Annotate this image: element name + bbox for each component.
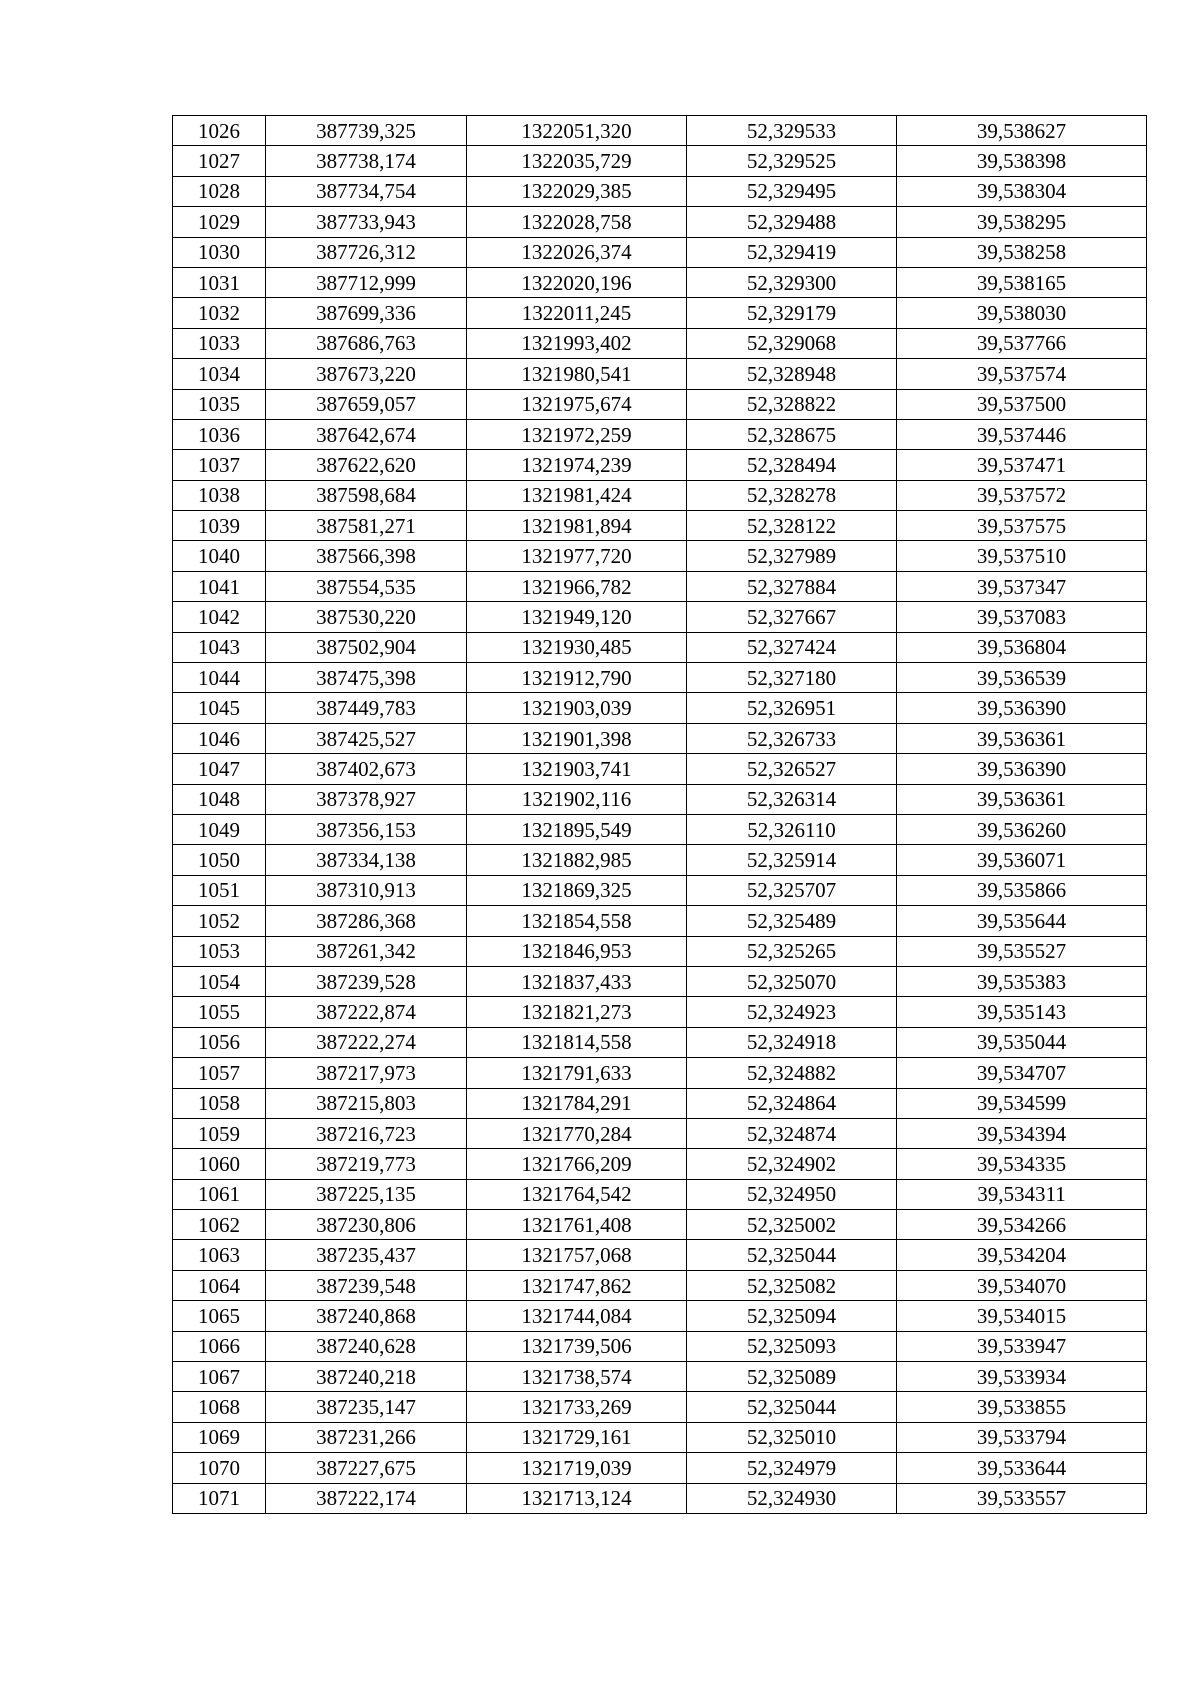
table-row bbox=[173, 389, 1147, 419]
point-number-cell: 1058 bbox=[173, 1088, 266, 1118]
x-coordinate-cell: 387530,220 bbox=[266, 602, 467, 632]
latitude-cell: 52,329068 bbox=[687, 328, 897, 358]
y-coordinate-cell: 1321821,273 bbox=[467, 997, 687, 1027]
y-coordinate-cell: 1321975,674 bbox=[467, 389, 687, 419]
longitude-cell: 39,533934 bbox=[897, 1362, 1147, 1392]
table-row bbox=[173, 267, 1147, 297]
longitude-cell: 39,536260 bbox=[897, 814, 1147, 844]
point-number-cell: 1042 bbox=[173, 602, 266, 632]
longitude-cell: 39,536390 bbox=[897, 693, 1147, 723]
point-number-cell: 1033 bbox=[173, 328, 266, 358]
y-coordinate-cell: 1321764,542 bbox=[467, 1179, 687, 1209]
table-row bbox=[173, 1483, 1147, 1513]
latitude-cell: 52,326527 bbox=[687, 754, 897, 784]
x-coordinate-cell: 387240,628 bbox=[266, 1331, 467, 1361]
table-row bbox=[173, 116, 1147, 146]
latitude-cell: 52,329179 bbox=[687, 298, 897, 328]
coordinates-table bbox=[172, 115, 1147, 1514]
x-coordinate-cell: 387686,763 bbox=[266, 328, 467, 358]
table-row bbox=[173, 1422, 1147, 1452]
latitude-cell: 52,325094 bbox=[687, 1301, 897, 1331]
point-number-cell: 1046 bbox=[173, 723, 266, 753]
table-row bbox=[173, 419, 1147, 449]
point-number-cell: 1066 bbox=[173, 1331, 266, 1361]
x-coordinate-cell: 387222,174 bbox=[266, 1483, 467, 1513]
table-row bbox=[173, 1331, 1147, 1361]
x-coordinate-cell: 387231,266 bbox=[266, 1422, 467, 1452]
point-number-cell: 1055 bbox=[173, 997, 266, 1027]
longitude-cell: 39,533794 bbox=[897, 1422, 1147, 1452]
point-number-cell: 1060 bbox=[173, 1149, 266, 1179]
table-row bbox=[173, 207, 1147, 237]
latitude-cell: 52,325089 bbox=[687, 1362, 897, 1392]
x-coordinate-cell: 387622,620 bbox=[266, 450, 467, 480]
y-coordinate-cell: 1321719,039 bbox=[467, 1453, 687, 1483]
point-number-cell: 1057 bbox=[173, 1058, 266, 1088]
table-row bbox=[173, 237, 1147, 267]
point-number-cell: 1059 bbox=[173, 1118, 266, 1148]
y-coordinate-cell: 1322026,374 bbox=[467, 237, 687, 267]
y-coordinate-cell: 1321980,541 bbox=[467, 359, 687, 389]
y-coordinate-cell: 1321761,408 bbox=[467, 1210, 687, 1240]
longitude-cell: 39,534266 bbox=[897, 1210, 1147, 1240]
table-row bbox=[173, 997, 1147, 1027]
table-row bbox=[173, 1240, 1147, 1270]
table-row bbox=[173, 693, 1147, 723]
point-number-cell: 1061 bbox=[173, 1179, 266, 1209]
x-coordinate-cell: 387261,342 bbox=[266, 936, 467, 966]
latitude-cell: 52,325489 bbox=[687, 906, 897, 936]
latitude-cell: 52,325707 bbox=[687, 875, 897, 905]
y-coordinate-cell: 1321912,790 bbox=[467, 663, 687, 693]
table-row bbox=[173, 1392, 1147, 1422]
y-coordinate-cell: 1321966,782 bbox=[467, 571, 687, 601]
table-row bbox=[173, 966, 1147, 996]
latitude-cell: 52,324874 bbox=[687, 1118, 897, 1148]
point-number-cell: 1036 bbox=[173, 419, 266, 449]
x-coordinate-cell: 387554,535 bbox=[266, 571, 467, 601]
point-number-cell: 1062 bbox=[173, 1210, 266, 1240]
y-coordinate-cell: 1321791,633 bbox=[467, 1058, 687, 1088]
x-coordinate-cell: 387734,754 bbox=[266, 176, 467, 206]
latitude-cell: 52,324950 bbox=[687, 1179, 897, 1209]
y-coordinate-cell: 1321713,124 bbox=[467, 1483, 687, 1513]
table-row bbox=[173, 511, 1147, 541]
x-coordinate-cell: 387726,312 bbox=[266, 237, 467, 267]
point-number-cell: 1067 bbox=[173, 1362, 266, 1392]
point-number-cell: 1029 bbox=[173, 207, 266, 237]
y-coordinate-cell: 1321972,259 bbox=[467, 419, 687, 449]
table-row bbox=[173, 176, 1147, 206]
longitude-cell: 39,537347 bbox=[897, 571, 1147, 601]
y-coordinate-cell: 1321747,862 bbox=[467, 1270, 687, 1300]
point-number-cell: 1044 bbox=[173, 663, 266, 693]
x-coordinate-cell: 387227,675 bbox=[266, 1453, 467, 1483]
latitude-cell: 52,326110 bbox=[687, 814, 897, 844]
x-coordinate-cell: 387219,773 bbox=[266, 1149, 467, 1179]
point-number-cell: 1056 bbox=[173, 1027, 266, 1057]
latitude-cell: 52,324864 bbox=[687, 1088, 897, 1118]
point-number-cell: 1037 bbox=[173, 450, 266, 480]
longitude-cell: 39,537083 bbox=[897, 602, 1147, 632]
latitude-cell: 52,324923 bbox=[687, 997, 897, 1027]
longitude-cell: 39,538030 bbox=[897, 298, 1147, 328]
point-number-cell: 1038 bbox=[173, 480, 266, 510]
point-number-cell: 1054 bbox=[173, 966, 266, 996]
longitude-cell: 39,534335 bbox=[897, 1149, 1147, 1179]
point-number-cell: 1053 bbox=[173, 936, 266, 966]
table-row bbox=[173, 298, 1147, 328]
latitude-cell: 52,324882 bbox=[687, 1058, 897, 1088]
x-coordinate-cell: 387310,913 bbox=[266, 875, 467, 905]
table-row bbox=[173, 814, 1147, 844]
y-coordinate-cell: 1322035,729 bbox=[467, 146, 687, 176]
y-coordinate-cell: 1321738,574 bbox=[467, 1362, 687, 1392]
latitude-cell: 52,325044 bbox=[687, 1392, 897, 1422]
longitude-cell: 39,538398 bbox=[897, 146, 1147, 176]
longitude-cell: 39,533855 bbox=[897, 1392, 1147, 1422]
latitude-cell: 52,328494 bbox=[687, 450, 897, 480]
table-row bbox=[173, 1118, 1147, 1148]
y-coordinate-cell: 1322051,320 bbox=[467, 116, 687, 146]
y-coordinate-cell: 1322029,385 bbox=[467, 176, 687, 206]
longitude-cell: 39,533947 bbox=[897, 1331, 1147, 1361]
latitude-cell: 52,329525 bbox=[687, 146, 897, 176]
x-coordinate-cell: 387598,684 bbox=[266, 480, 467, 510]
y-coordinate-cell: 1322011,245 bbox=[467, 298, 687, 328]
point-number-cell: 1034 bbox=[173, 359, 266, 389]
x-coordinate-cell: 387222,874 bbox=[266, 997, 467, 1027]
y-coordinate-cell: 1322028,758 bbox=[467, 207, 687, 237]
latitude-cell: 52,328122 bbox=[687, 511, 897, 541]
y-coordinate-cell: 1321757,068 bbox=[467, 1240, 687, 1270]
table-row bbox=[173, 359, 1147, 389]
point-number-cell: 1031 bbox=[173, 267, 266, 297]
y-coordinate-cell: 1321903,741 bbox=[467, 754, 687, 784]
x-coordinate-cell: 387225,135 bbox=[266, 1179, 467, 1209]
x-coordinate-cell: 387673,220 bbox=[266, 359, 467, 389]
latitude-cell: 52,324902 bbox=[687, 1149, 897, 1179]
table-row bbox=[173, 1058, 1147, 1088]
y-coordinate-cell: 1321930,485 bbox=[467, 632, 687, 662]
x-coordinate-cell: 387738,174 bbox=[266, 146, 467, 176]
x-coordinate-cell: 387240,218 bbox=[266, 1362, 467, 1392]
longitude-cell: 39,534015 bbox=[897, 1301, 1147, 1331]
x-coordinate-cell: 387239,528 bbox=[266, 966, 467, 996]
point-number-cell: 1068 bbox=[173, 1392, 266, 1422]
y-coordinate-cell: 1321977,720 bbox=[467, 541, 687, 571]
table-row bbox=[173, 1027, 1147, 1057]
table-row bbox=[173, 845, 1147, 875]
latitude-cell: 52,328948 bbox=[687, 359, 897, 389]
longitude-cell: 39,538304 bbox=[897, 176, 1147, 206]
latitude-cell: 52,329300 bbox=[687, 267, 897, 297]
point-number-cell: 1027 bbox=[173, 146, 266, 176]
point-number-cell: 1045 bbox=[173, 693, 266, 723]
x-coordinate-cell: 387739,325 bbox=[266, 116, 467, 146]
table-row bbox=[173, 906, 1147, 936]
y-coordinate-cell: 1321854,558 bbox=[467, 906, 687, 936]
latitude-cell: 52,327180 bbox=[687, 663, 897, 693]
point-number-cell: 1049 bbox=[173, 814, 266, 844]
y-coordinate-cell: 1321869,325 bbox=[467, 875, 687, 905]
point-number-cell: 1039 bbox=[173, 511, 266, 541]
y-coordinate-cell: 1322020,196 bbox=[467, 267, 687, 297]
longitude-cell: 39,538295 bbox=[897, 207, 1147, 237]
x-coordinate-cell: 387216,723 bbox=[266, 1118, 467, 1148]
y-coordinate-cell: 1321981,894 bbox=[467, 511, 687, 541]
longitude-cell: 39,538165 bbox=[897, 267, 1147, 297]
y-coordinate-cell: 1321981,424 bbox=[467, 480, 687, 510]
latitude-cell: 52,326314 bbox=[687, 784, 897, 814]
x-coordinate-cell: 387235,437 bbox=[266, 1240, 467, 1270]
longitude-cell: 39,536390 bbox=[897, 754, 1147, 784]
x-coordinate-cell: 387566,398 bbox=[266, 541, 467, 571]
longitude-cell: 39,535644 bbox=[897, 906, 1147, 936]
latitude-cell: 52,328278 bbox=[687, 480, 897, 510]
x-coordinate-cell: 387733,943 bbox=[266, 207, 467, 237]
y-coordinate-cell: 1321902,116 bbox=[467, 784, 687, 814]
latitude-cell: 52,325010 bbox=[687, 1422, 897, 1452]
longitude-cell: 39,538258 bbox=[897, 237, 1147, 267]
y-coordinate-cell: 1321814,558 bbox=[467, 1027, 687, 1057]
longitude-cell: 39,535527 bbox=[897, 936, 1147, 966]
latitude-cell: 52,327424 bbox=[687, 632, 897, 662]
x-coordinate-cell: 387240,868 bbox=[266, 1301, 467, 1331]
longitude-cell: 39,537575 bbox=[897, 511, 1147, 541]
x-coordinate-cell: 387699,336 bbox=[266, 298, 467, 328]
latitude-cell: 52,325093 bbox=[687, 1331, 897, 1361]
longitude-cell: 39,535383 bbox=[897, 966, 1147, 996]
coordinates-table-body bbox=[173, 116, 1147, 1514]
latitude-cell: 52,328822 bbox=[687, 389, 897, 419]
table-row bbox=[173, 1179, 1147, 1209]
y-coordinate-cell: 1321846,953 bbox=[467, 936, 687, 966]
y-coordinate-cell: 1321744,084 bbox=[467, 1301, 687, 1331]
x-coordinate-cell: 387425,527 bbox=[266, 723, 467, 753]
point-number-cell: 1070 bbox=[173, 1453, 266, 1483]
longitude-cell: 39,534394 bbox=[897, 1118, 1147, 1148]
table-row bbox=[173, 1301, 1147, 1331]
x-coordinate-cell: 387286,368 bbox=[266, 906, 467, 936]
longitude-cell: 39,534707 bbox=[897, 1058, 1147, 1088]
x-coordinate-cell: 387581,271 bbox=[266, 511, 467, 541]
point-number-cell: 1030 bbox=[173, 237, 266, 267]
latitude-cell: 52,327884 bbox=[687, 571, 897, 601]
longitude-cell: 39,537510 bbox=[897, 541, 1147, 571]
point-number-cell: 1035 bbox=[173, 389, 266, 419]
y-coordinate-cell: 1321733,269 bbox=[467, 1392, 687, 1422]
point-number-cell: 1069 bbox=[173, 1422, 266, 1452]
latitude-cell: 52,325082 bbox=[687, 1270, 897, 1300]
point-number-cell: 1052 bbox=[173, 906, 266, 936]
latitude-cell: 52,325002 bbox=[687, 1210, 897, 1240]
point-number-cell: 1064 bbox=[173, 1270, 266, 1300]
table-row bbox=[173, 328, 1147, 358]
latitude-cell: 52,327989 bbox=[687, 541, 897, 571]
latitude-cell: 52,329419 bbox=[687, 237, 897, 267]
point-number-cell: 1028 bbox=[173, 176, 266, 206]
longitude-cell: 39,537471 bbox=[897, 450, 1147, 480]
longitude-cell: 39,536539 bbox=[897, 663, 1147, 693]
latitude-cell: 52,325070 bbox=[687, 966, 897, 996]
table-row bbox=[173, 480, 1147, 510]
table-row bbox=[173, 541, 1147, 571]
x-coordinate-cell: 387217,973 bbox=[266, 1058, 467, 1088]
y-coordinate-cell: 1321784,291 bbox=[467, 1088, 687, 1118]
latitude-cell: 52,329495 bbox=[687, 176, 897, 206]
x-coordinate-cell: 387712,999 bbox=[266, 267, 467, 297]
table-row bbox=[173, 1362, 1147, 1392]
latitude-cell: 52,325265 bbox=[687, 936, 897, 966]
point-number-cell: 1032 bbox=[173, 298, 266, 328]
x-coordinate-cell: 387502,904 bbox=[266, 632, 467, 662]
longitude-cell: 39,537574 bbox=[897, 359, 1147, 389]
x-coordinate-cell: 387402,673 bbox=[266, 754, 467, 784]
table-row bbox=[173, 663, 1147, 693]
longitude-cell: 39,537500 bbox=[897, 389, 1147, 419]
y-coordinate-cell: 1321766,209 bbox=[467, 1149, 687, 1179]
longitude-cell: 39,536361 bbox=[897, 784, 1147, 814]
point-number-cell: 1071 bbox=[173, 1483, 266, 1513]
x-coordinate-cell: 387334,138 bbox=[266, 845, 467, 875]
longitude-cell: 39,538627 bbox=[897, 116, 1147, 146]
table-row bbox=[173, 1270, 1147, 1300]
y-coordinate-cell: 1321882,985 bbox=[467, 845, 687, 875]
table-row bbox=[173, 1453, 1147, 1483]
point-number-cell: 1047 bbox=[173, 754, 266, 784]
longitude-cell: 39,537766 bbox=[897, 328, 1147, 358]
table-row bbox=[173, 936, 1147, 966]
x-coordinate-cell: 387659,057 bbox=[266, 389, 467, 419]
longitude-cell: 39,534070 bbox=[897, 1270, 1147, 1300]
latitude-cell: 52,329533 bbox=[687, 116, 897, 146]
y-coordinate-cell: 1321974,239 bbox=[467, 450, 687, 480]
x-coordinate-cell: 387215,803 bbox=[266, 1088, 467, 1118]
x-coordinate-cell: 387449,783 bbox=[266, 693, 467, 723]
y-coordinate-cell: 1321837,433 bbox=[467, 966, 687, 996]
point-number-cell: 1040 bbox=[173, 541, 266, 571]
table-row bbox=[173, 602, 1147, 632]
longitude-cell: 39,534204 bbox=[897, 1240, 1147, 1270]
x-coordinate-cell: 387222,274 bbox=[266, 1027, 467, 1057]
longitude-cell: 39,535866 bbox=[897, 875, 1147, 905]
table-row bbox=[173, 571, 1147, 601]
point-number-cell: 1063 bbox=[173, 1240, 266, 1270]
latitude-cell: 52,328675 bbox=[687, 419, 897, 449]
x-coordinate-cell: 387230,806 bbox=[266, 1210, 467, 1240]
latitude-cell: 52,324979 bbox=[687, 1453, 897, 1483]
point-number-cell: 1043 bbox=[173, 632, 266, 662]
point-number-cell: 1048 bbox=[173, 784, 266, 814]
table-row bbox=[173, 875, 1147, 905]
x-coordinate-cell: 387378,927 bbox=[266, 784, 467, 814]
table-row bbox=[173, 450, 1147, 480]
longitude-cell: 39,537572 bbox=[897, 480, 1147, 510]
longitude-cell: 39,535143 bbox=[897, 997, 1147, 1027]
longitude-cell: 39,533557 bbox=[897, 1483, 1147, 1513]
y-coordinate-cell: 1321729,161 bbox=[467, 1422, 687, 1452]
y-coordinate-cell: 1321903,039 bbox=[467, 693, 687, 723]
latitude-cell: 52,325914 bbox=[687, 845, 897, 875]
point-number-cell: 1065 bbox=[173, 1301, 266, 1331]
longitude-cell: 39,536071 bbox=[897, 845, 1147, 875]
y-coordinate-cell: 1321901,398 bbox=[467, 723, 687, 753]
longitude-cell: 39,534599 bbox=[897, 1088, 1147, 1118]
latitude-cell: 52,324918 bbox=[687, 1027, 897, 1057]
x-coordinate-cell: 387239,548 bbox=[266, 1270, 467, 1300]
longitude-cell: 39,534311 bbox=[897, 1179, 1147, 1209]
longitude-cell: 39,533644 bbox=[897, 1453, 1147, 1483]
point-number-cell: 1026 bbox=[173, 116, 266, 146]
x-coordinate-cell: 387356,153 bbox=[266, 814, 467, 844]
table-row bbox=[173, 723, 1147, 753]
latitude-cell: 52,327667 bbox=[687, 602, 897, 632]
y-coordinate-cell: 1321949,120 bbox=[467, 602, 687, 632]
table-row bbox=[173, 1210, 1147, 1240]
y-coordinate-cell: 1321770,284 bbox=[467, 1118, 687, 1148]
x-coordinate-cell: 387235,147 bbox=[266, 1392, 467, 1422]
point-number-cell: 1050 bbox=[173, 845, 266, 875]
table-row bbox=[173, 632, 1147, 662]
y-coordinate-cell: 1321895,549 bbox=[467, 814, 687, 844]
table-row bbox=[173, 1088, 1147, 1118]
y-coordinate-cell: 1321993,402 bbox=[467, 328, 687, 358]
longitude-cell: 39,535044 bbox=[897, 1027, 1147, 1057]
latitude-cell: 52,324930 bbox=[687, 1483, 897, 1513]
point-number-cell: 1041 bbox=[173, 571, 266, 601]
point-number-cell: 1051 bbox=[173, 875, 266, 905]
longitude-cell: 39,536361 bbox=[897, 723, 1147, 753]
x-coordinate-cell: 387475,398 bbox=[266, 663, 467, 693]
longitude-cell: 39,537446 bbox=[897, 419, 1147, 449]
table-row bbox=[173, 754, 1147, 784]
latitude-cell: 52,329488 bbox=[687, 207, 897, 237]
latitude-cell: 52,325044 bbox=[687, 1240, 897, 1270]
longitude-cell: 39,536804 bbox=[897, 632, 1147, 662]
table-row bbox=[173, 1149, 1147, 1179]
latitude-cell: 52,326733 bbox=[687, 723, 897, 753]
latitude-cell: 52,326951 bbox=[687, 693, 897, 723]
table-row bbox=[173, 784, 1147, 814]
y-coordinate-cell: 1321739,506 bbox=[467, 1331, 687, 1361]
table-row bbox=[173, 146, 1147, 176]
x-coordinate-cell: 387642,674 bbox=[266, 419, 467, 449]
